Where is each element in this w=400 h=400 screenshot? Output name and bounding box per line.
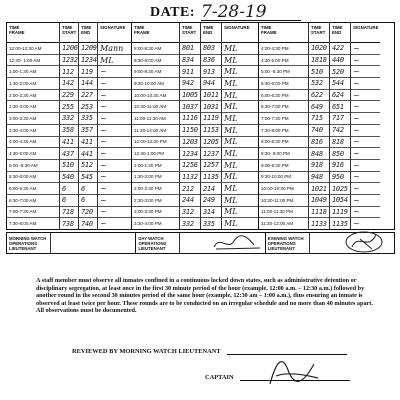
- time-end-cell: 1119: [330, 207, 350, 219]
- signature-cell: ML: [222, 160, 258, 172]
- signature-cell: ML: [222, 125, 258, 137]
- time-end-cell: 314: [201, 207, 221, 219]
- time-start-cell: 1206: [60, 43, 78, 55]
- time-end-cell: 913: [201, 66, 221, 78]
- evening-watch-signature-scribble: [342, 229, 392, 255]
- time-frame-cell: 2:00-2:30 AM: [7, 90, 59, 102]
- time-end-cell: 624: [330, 90, 350, 102]
- time-end-cell: 545: [79, 172, 97, 184]
- time-end-cell: 742: [330, 125, 350, 137]
- time-start-cell: 718: [60, 207, 78, 219]
- time-frame-cell: 7:00-7:30 AM: [7, 207, 59, 219]
- signature-cell: ~: [351, 160, 380, 172]
- time-end-cell: 357: [79, 125, 97, 137]
- log-block-1: [7, 23, 132, 229]
- time-start-cell: 6: [60, 195, 78, 207]
- signature-column: [351, 23, 380, 229]
- time-frame-cell: 9:00-9:30 AM: [132, 66, 179, 78]
- time-end-cell: 144: [79, 78, 97, 90]
- time-frame-cell: 5:00 -5:30 AM: [7, 160, 59, 172]
- time-frame-cell: 11:00-11:30 PM: [259, 207, 308, 219]
- signature-cell: ~: [98, 78, 131, 90]
- morning-watch-signature-area: [51, 233, 135, 253]
- time-frame-cell: 7:30-8:00 PM: [259, 125, 308, 137]
- time-frame-cell: 11:30-12:00 AM: [132, 125, 179, 137]
- time-start-cell: 738: [62, 219, 74, 228]
- signature-header: SIGNATURE: [222, 23, 258, 43]
- time-frame-cell: 12:30- 1:00 AM: [7, 55, 59, 67]
- lieutenant-signature-row: [6, 232, 395, 254]
- time-start-cell: 801: [180, 43, 200, 55]
- signature-cell: ML: [98, 55, 131, 67]
- time-start-cell: 1020: [309, 43, 329, 55]
- time-start-cell: 229: [60, 90, 78, 102]
- time-start-header: TIME START: [309, 23, 329, 43]
- signature-cell: ML: [222, 66, 258, 78]
- time-end-cell: 6: [79, 183, 97, 195]
- time-frame-cell: 3:30-4:00 AM: [7, 125, 59, 137]
- time-end-cell: 1209: [79, 43, 97, 55]
- day-watch-label: DAY WATCH OPERATIONS LIEUTENANT: [136, 233, 180, 253]
- time-end-cell: 1135: [201, 172, 221, 184]
- time-frame-cell: 9:30-10:00 AM: [132, 78, 179, 90]
- time-end-header: TIME END: [79, 23, 97, 43]
- time-end-cell: 836: [201, 55, 221, 67]
- time-frame-cell: 8:30- 9:00 PM: [259, 148, 308, 160]
- time-frame-cell: 6:00-6:30 PM: [259, 90, 308, 102]
- time-start-cell: 6: [60, 183, 78, 195]
- time-start-cell: 212: [180, 183, 200, 195]
- time-start-cell: 510: [309, 66, 329, 78]
- time-frame-column: [7, 23, 60, 229]
- time-start-cell: 312: [180, 207, 200, 219]
- captain-label: CAPTAIN: [205, 374, 234, 381]
- time-start-cell: 918: [309, 160, 329, 172]
- signature-cell: ~: [351, 90, 380, 102]
- observation-policy-notice: A staff member must observe all inmates confined in a continuous locked down states, such as administrative detention or disciplinary segregation, at least once in the first 30 minute period of the hour (example, 12:00 a.m. – 12:30 a.m.) followed by another round in the second 30 minutes period of the same hour (example, 12:30 am – 1:00 a.m.), thus ensuring an inmate is observed at least twice per hour. These rounds are to be conducted on an irregular schedule and no more than 40 minutes apart. All observations must be documented.: [36, 277, 373, 315]
- time-frame-cell: 11:30-12:00 AM: [261, 221, 294, 227]
- signature-cell: ML: [222, 90, 258, 102]
- time-start-cell: 411: [60, 137, 78, 149]
- time-start-cell: 358: [60, 125, 78, 137]
- time-start-cell: 1150: [180, 125, 200, 137]
- time-start-column: [180, 23, 201, 229]
- time-end-cell: 740: [81, 219, 93, 228]
- evening-watch-signature-area: [310, 233, 394, 253]
- signature-cell: ML: [222, 172, 258, 184]
- time-start-cell: 1049: [309, 195, 329, 207]
- signature-cell: ML: [222, 148, 258, 160]
- time-frame-cell: 11:00-11:30 AM: [132, 113, 179, 125]
- evening-watch-box: [266, 233, 394, 253]
- time-frame-cell: 2:00-2:30 PM: [132, 183, 179, 195]
- time-frame-cell: 10:30-11:00 AM: [132, 101, 179, 113]
- time-end-cell: 1135: [332, 219, 348, 228]
- time-frame-cell: 3:00-3:30 AM: [7, 113, 59, 125]
- time-start-cell: 1203: [180, 137, 200, 149]
- signature-cell: ML: [222, 195, 258, 207]
- signature-cell: ~: [98, 207, 131, 219]
- signature-cell: ~: [98, 172, 131, 184]
- time-end-cell: 1119: [201, 113, 221, 125]
- signature-cell: ~: [351, 55, 380, 67]
- time-start-cell: 911: [180, 66, 200, 78]
- signature-header: SIGNATURE: [351, 23, 380, 43]
- time-start-cell: 112: [60, 66, 78, 78]
- time-end-cell: 1205: [201, 137, 221, 149]
- date-value: 7-28-19: [201, 4, 301, 21]
- time-start-cell: 1256: [180, 160, 200, 172]
- signature-cell: ~: [351, 172, 380, 184]
- time-end-cell: 944: [201, 78, 221, 90]
- captain-line: [205, 373, 350, 381]
- time-end-cell: 1234: [79, 55, 97, 67]
- time-frame-cell: 7:00-7:30 PM: [259, 113, 308, 125]
- time-start-cell: 540: [60, 172, 78, 184]
- time-end-column: [79, 23, 98, 229]
- signature-cell: ~: [98, 195, 131, 207]
- time-frame-cell: 10:30-11:00 PM: [259, 195, 308, 207]
- time-frame-cell: 8:30-9:00 AM: [132, 55, 179, 67]
- evening-watch-label: EVENING WATCH OPERATIONS LIEUTENANT: [266, 233, 310, 253]
- time-end-cell: 411: [79, 137, 97, 149]
- time-start-cell: 1021: [309, 183, 329, 195]
- signature-cell: ML: [222, 137, 258, 149]
- time-start-header: TIME START: [60, 23, 78, 43]
- signature-cell: ~: [351, 43, 380, 55]
- time-end-cell: 440: [330, 55, 350, 67]
- signature-cell: ~: [351, 148, 380, 160]
- signature-cell: ~: [351, 195, 380, 207]
- signature-cell: ~: [98, 101, 131, 113]
- signature-cell: ~: [98, 113, 131, 125]
- signature-cell: ~: [351, 137, 380, 149]
- time-frame-cell: 1:00-1:30 AM: [7, 66, 59, 78]
- signature-cell: ML: [222, 55, 258, 67]
- time-start-cell: 1132: [180, 172, 200, 184]
- time-frame-cell: 6:30-7:00 PM: [259, 101, 308, 113]
- time-frame-cell: 2:30-3:00 AM: [7, 101, 59, 113]
- time-frame-cell: 12:00-12:30 PM: [132, 137, 179, 149]
- time-end-cell: 335: [79, 113, 97, 125]
- log-block-2: [132, 23, 259, 229]
- signature-cell: ML: [224, 219, 238, 229]
- time-end-column: [330, 23, 351, 229]
- time-start-cell: 740: [309, 125, 329, 137]
- time-start-cell: 848: [309, 148, 329, 160]
- signature-cell: ML: [222, 113, 258, 125]
- time-frame-cell: 1:00-1:30 PM: [132, 160, 179, 172]
- time-frame-cell: 1:30-2:00 AM: [7, 78, 59, 90]
- signature-cell: ~: [98, 66, 131, 78]
- time-frame-header: TIME FRAME: [132, 23, 179, 43]
- time-end-cell: 818: [330, 137, 350, 149]
- time-end-cell: 1011: [201, 90, 221, 102]
- time-end-cell: 916: [330, 160, 350, 172]
- time-end-column: [201, 23, 222, 229]
- time-start-cell: 1118: [309, 207, 329, 219]
- time-frame-cell: 6:00-6:30 AM: [7, 183, 59, 195]
- time-frame-cell: 3:30-4:00 PM: [134, 221, 162, 227]
- signature-cell: ~: [351, 66, 380, 78]
- time-start-cell: 1037: [180, 101, 200, 113]
- time-end-cell: 441: [79, 148, 97, 160]
- time-start-column: [60, 23, 79, 229]
- signature-cell: ~: [351, 207, 380, 219]
- time-start-cell: 332: [60, 113, 78, 125]
- day-watch-box: [136, 233, 265, 253]
- time-end-cell: 253: [79, 101, 97, 113]
- signature-cell: ~: [98, 90, 131, 102]
- day-watch-signature-area: [180, 233, 264, 253]
- rounds-log-table: [6, 22, 395, 230]
- log-block-3: [259, 23, 380, 229]
- date-label: DATE:: [150, 5, 196, 20]
- signature-cell: ~: [98, 160, 131, 172]
- captain-signature-line: [240, 373, 350, 381]
- time-frame-cell: 8:00-8:30 PM: [259, 137, 308, 149]
- signature-cell: ML: [222, 78, 258, 90]
- time-end-cell: 1257: [201, 160, 221, 172]
- time-frame-cell: 9:30-10:00 PM: [259, 172, 308, 184]
- signature-cell: ~: [351, 183, 380, 195]
- time-start-cell: 332: [182, 219, 194, 228]
- signature-cell: Mann: [98, 43, 131, 55]
- time-end-cell: 227: [79, 90, 97, 102]
- time-end-cell: 1054: [330, 195, 350, 207]
- reviewed-by-label: REVIEWED BY MORNING WATCH LIEUTENANT: [72, 348, 221, 355]
- time-end-cell: 6: [79, 195, 97, 207]
- time-start-cell: 649: [309, 101, 329, 113]
- signature-cell: ~: [351, 113, 380, 125]
- time-end-header: TIME END: [330, 23, 350, 43]
- time-start-cell: 942: [180, 78, 200, 90]
- time-frame-cell: 3:00-3:30 PM: [132, 207, 179, 219]
- time-end-header: TIME END: [201, 23, 221, 43]
- time-start-column: [309, 23, 330, 229]
- date-row: [150, 3, 301, 21]
- time-frame-cell: 1:30-2:00 PM: [132, 172, 179, 184]
- signature-cell: ~: [98, 125, 131, 137]
- time-end-cell: 850: [330, 148, 350, 160]
- time-start-cell: 437: [60, 148, 78, 160]
- time-frame-cell: 4:30-5:00 AM: [7, 148, 59, 160]
- time-frame-column: [132, 23, 180, 229]
- time-start-cell: 255: [60, 101, 78, 113]
- time-end-cell: 214: [201, 183, 221, 195]
- time-frame-cell: 6:30-7:00 AM: [7, 195, 59, 207]
- signature-cell: ML: [222, 101, 258, 113]
- time-start-cell: 1232: [60, 55, 78, 67]
- time-frame-cell: 7:30-8:00 AM: [9, 221, 37, 227]
- signature-header: SIGNATURE: [98, 23, 131, 43]
- time-start-header: TIME START: [180, 23, 200, 43]
- signature-cell: ML: [222, 43, 258, 55]
- time-start-cell: 948: [309, 172, 329, 184]
- time-frame-cell: 5:30-6:00 AM: [7, 172, 59, 184]
- signature-column: [98, 23, 131, 229]
- morning-watch-label: MORNING WATCH OPERATIONS LIEUTENANT: [7, 233, 51, 253]
- time-frame-cell: 4:00-4:30 AM: [7, 137, 59, 149]
- time-frame-cell: 4:00-4:30 PM: [259, 43, 308, 55]
- time-end-cell: 720: [79, 207, 97, 219]
- time-end-cell: 249: [201, 195, 221, 207]
- time-end-cell: 717: [330, 113, 350, 125]
- time-end-cell: 335: [203, 219, 215, 228]
- signature-cell: ~: [98, 137, 131, 149]
- time-end-cell: 950: [330, 172, 350, 184]
- time-frame-cell: 5:00 -5:30 PM: [259, 66, 308, 78]
- signature-cell: ~: [98, 148, 131, 160]
- signature-column: [222, 23, 258, 229]
- time-frame-cell: 9:00-9:30 PM: [259, 160, 308, 172]
- signature-cell: ~: [351, 101, 380, 113]
- time-end-cell: 1153: [201, 125, 221, 137]
- time-frame-cell: 2:30-3:00 PM: [132, 195, 179, 207]
- signature-cell: ~: [100, 219, 107, 229]
- time-frame-cell: 8:00-8:30 AM: [132, 43, 179, 55]
- signature-cell: ~: [351, 125, 380, 137]
- morning-watch-box: [7, 233, 136, 253]
- time-start-cell: 142: [60, 78, 78, 90]
- time-end-cell: 512: [79, 160, 97, 172]
- time-start-cell: 1005: [180, 90, 200, 102]
- time-frame-cell: 4:30-5:00 PM: [259, 55, 308, 67]
- day-watch-signature-scribble: [210, 233, 270, 253]
- signature-cell: ~: [351, 78, 380, 90]
- time-frame-cell: 10:00-10:30 AM: [132, 90, 179, 102]
- time-start-cell: 244: [180, 195, 200, 207]
- time-start-cell: 1133: [311, 219, 327, 228]
- signature-cell: ML: [222, 183, 258, 195]
- time-end-cell: 1237: [201, 148, 221, 160]
- time-frame-cell: 5:30-6:00 PM: [259, 78, 308, 90]
- time-end-cell: 803: [201, 43, 221, 55]
- time-start-cell: 622: [309, 90, 329, 102]
- time-frame-header: TIME FRAME: [7, 23, 59, 43]
- time-frame-cell: 10:00-10:30 PM: [259, 183, 308, 195]
- time-end-cell: 1025: [330, 183, 350, 195]
- time-end-cell: 651: [330, 101, 350, 113]
- time-start-cell: 816: [309, 137, 329, 149]
- time-frame-cell: 12:00-12:30 AM: [7, 43, 59, 55]
- time-start-cell: 532: [309, 78, 329, 90]
- signature-cell: ~: [353, 219, 360, 229]
- time-frame-header: TIME FRAME: [259, 23, 308, 43]
- time-frame-cell: 12:30-1:00 PM: [132, 148, 179, 160]
- time-end-cell: 422: [330, 43, 350, 55]
- time-end-cell: 544: [330, 78, 350, 90]
- time-frame-column: [259, 23, 309, 229]
- time-start-cell: 1818: [309, 55, 329, 67]
- time-start-cell: 715: [309, 113, 329, 125]
- time-start-cell: 834: [180, 55, 200, 67]
- captain-signature-scribble: [262, 352, 322, 388]
- time-end-cell: 1031: [201, 101, 221, 113]
- signature-cell: ~: [98, 183, 131, 195]
- signature-cell: ML: [222, 207, 258, 219]
- time-end-cell: 119: [79, 66, 97, 78]
- time-end-cell: 520: [330, 66, 350, 78]
- time-start-cell: 1116: [180, 113, 200, 125]
- time-start-cell: 1234: [180, 148, 200, 160]
- time-start-cell: 510: [60, 160, 78, 172]
